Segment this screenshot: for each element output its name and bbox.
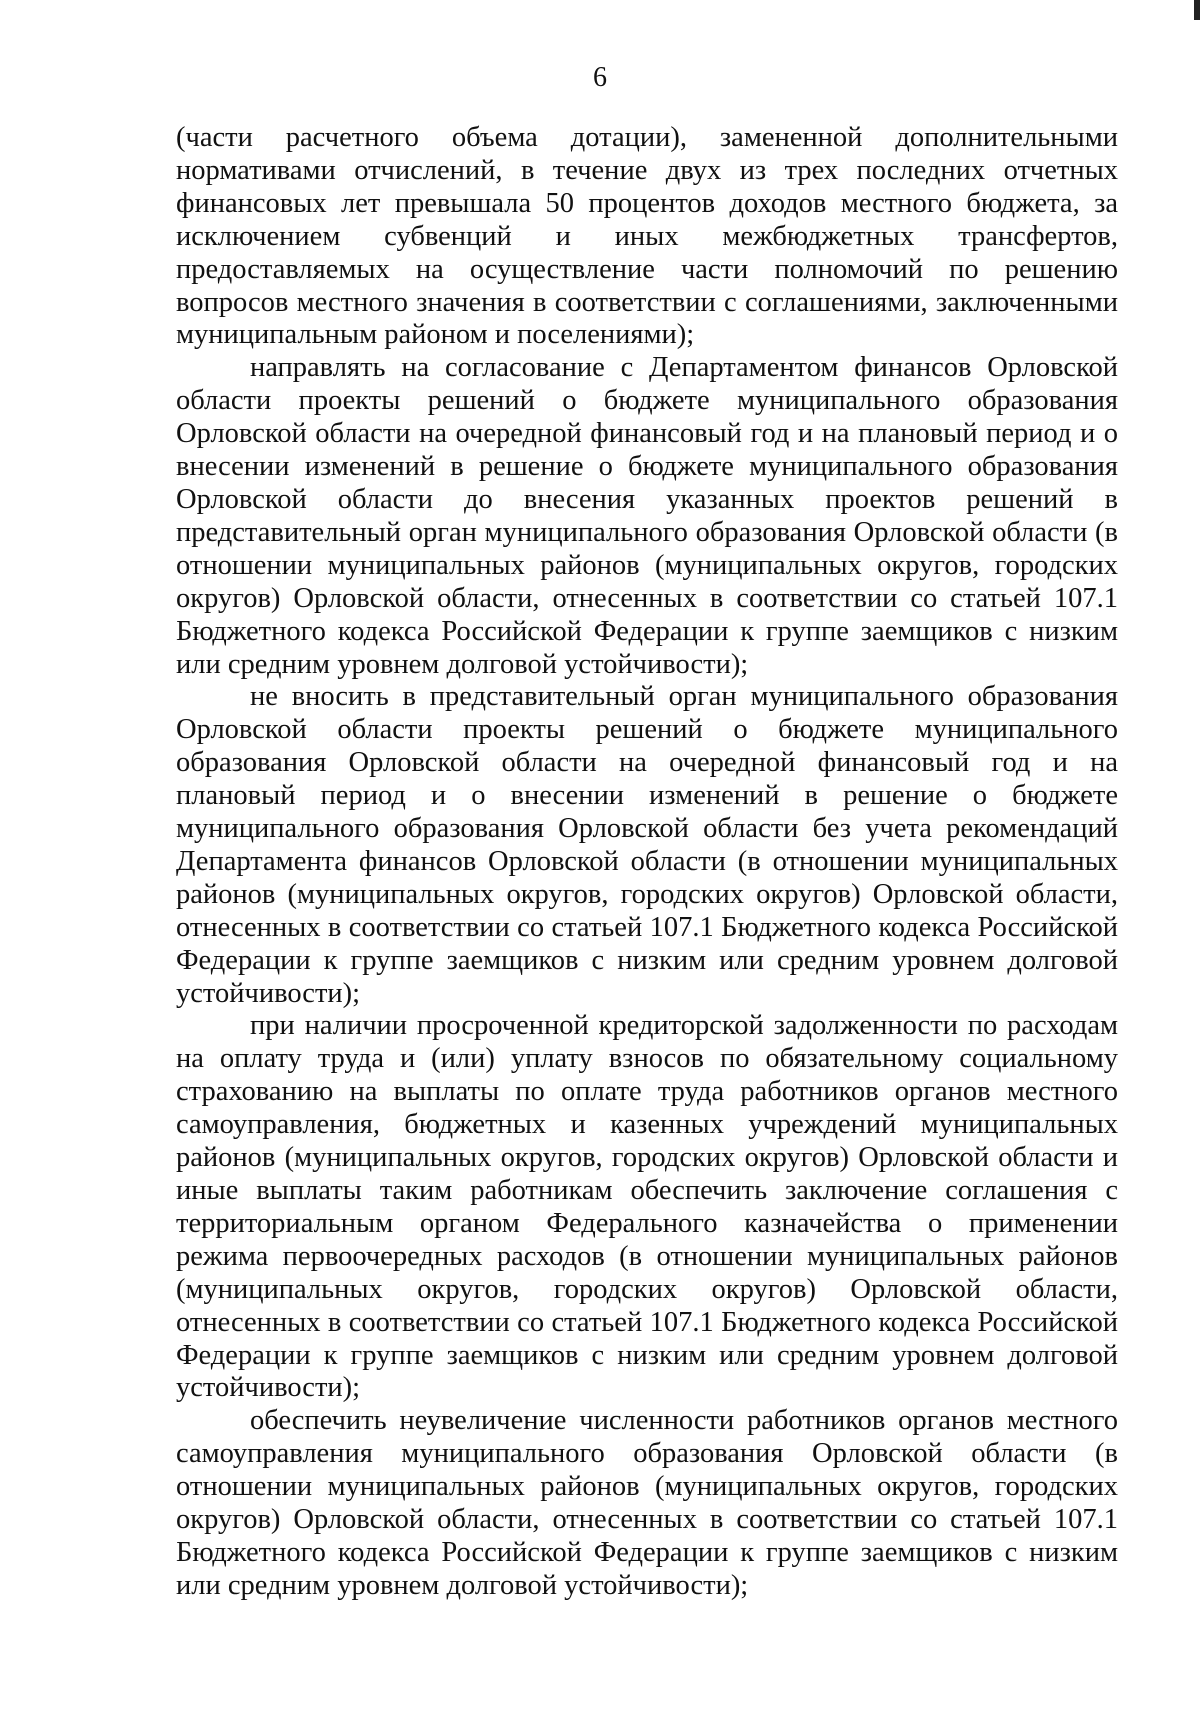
document-body — [176, 122, 1118, 1603]
paragraph-budget-submission: не вносить в представительный орган муниципального образования Орловской области проекты решений о бюджете муниципального образования Орловской области на очередной финансовый год и на плановый период и о внесении изменений в решение о бюджете муниципального образования Орловской области без учета рекомендаций Департамента финансов Орловской области (в отношении муниципальных районов (муниципальных округов, городских округов) Орловской области, отнесенных в соответствии со статьей 107.1 Бюджетного кодекса Российской Федерации к группе заемщиков с низким или средним уровнем долговой устойчивости); — [176, 681, 1118, 1009]
paragraph-continuation: (части расчетного объема дотации), замененной дополнительными нормативами отчислений, в течение двух из трех последних отчетных финансовых лет превышала 50 процентов доходов местного бюджета, за исключением субвенций и иных межбюджетных трансфертов, предоставляемых на осуществление части полномочий по решению вопросов местного значения в соответствии с соглашениями, заключенными муниципальным районом и поселениями); — [176, 122, 1118, 351]
paragraph-overdue-debt: при наличии просроченной кредиторской задолженности по расходам на оплату труда и (или) уплату взносов по обязательному социальному страхованию на выплаты по оплате труда работников органов местного самоуправления, бюджетных и казенных учреждений муниципальных районов (муниципальных округов, городских округов) Орловской области и иные выплаты таким работникам обеспечить заключение соглашения с территориальным органом Федерального казначейства о применении режима первоочередных расходов (в отношении муниципальных районов (муниципальных округов, городских округов) Орловской области, отнесенных в соответствии со статьей 107.1 Бюджетного кодекса Российской Федерации к группе заемщиков с низким или средним уровнем долговой устойчивости); — [176, 1010, 1118, 1404]
paragraph-staff-limit: обеспечить неувеличение численности работников органов местного самоуправления муниципального образования Орловской области (в отношении муниципальных районов (муниципальных округов, городских округов) Орловской области, отнесенных в соответствии со статьей 107.1 Бюджетного кодекса Российской Федерации к группе заемщиков с низким или средним уровнем долговой устойчивости); — [176, 1405, 1118, 1601]
scan-edge-mark — [1194, 0, 1200, 20]
page-number: 6 — [593, 62, 607, 93]
paragraph-budget-approval: направлять на согласование с Департаментом финансов Орловской области проекты решений о бюджете муниципального образования Орловской области на очередной финансовый год и на плановый период и о внесении изменений в решение о бюджете муниципального образования Орловской области до внесения указанных проектов решений в представительный орган муниципального образования Орловской области (в отношении муниципальных районов (муниципальных округов, городских округов) Орловской области, отнесенных в соответствии со статьей 107.1 Бюджетного кодекса Российской Федерации к группе заемщиков с низким или средним уровнем долговой устойчивости); — [176, 352, 1118, 680]
